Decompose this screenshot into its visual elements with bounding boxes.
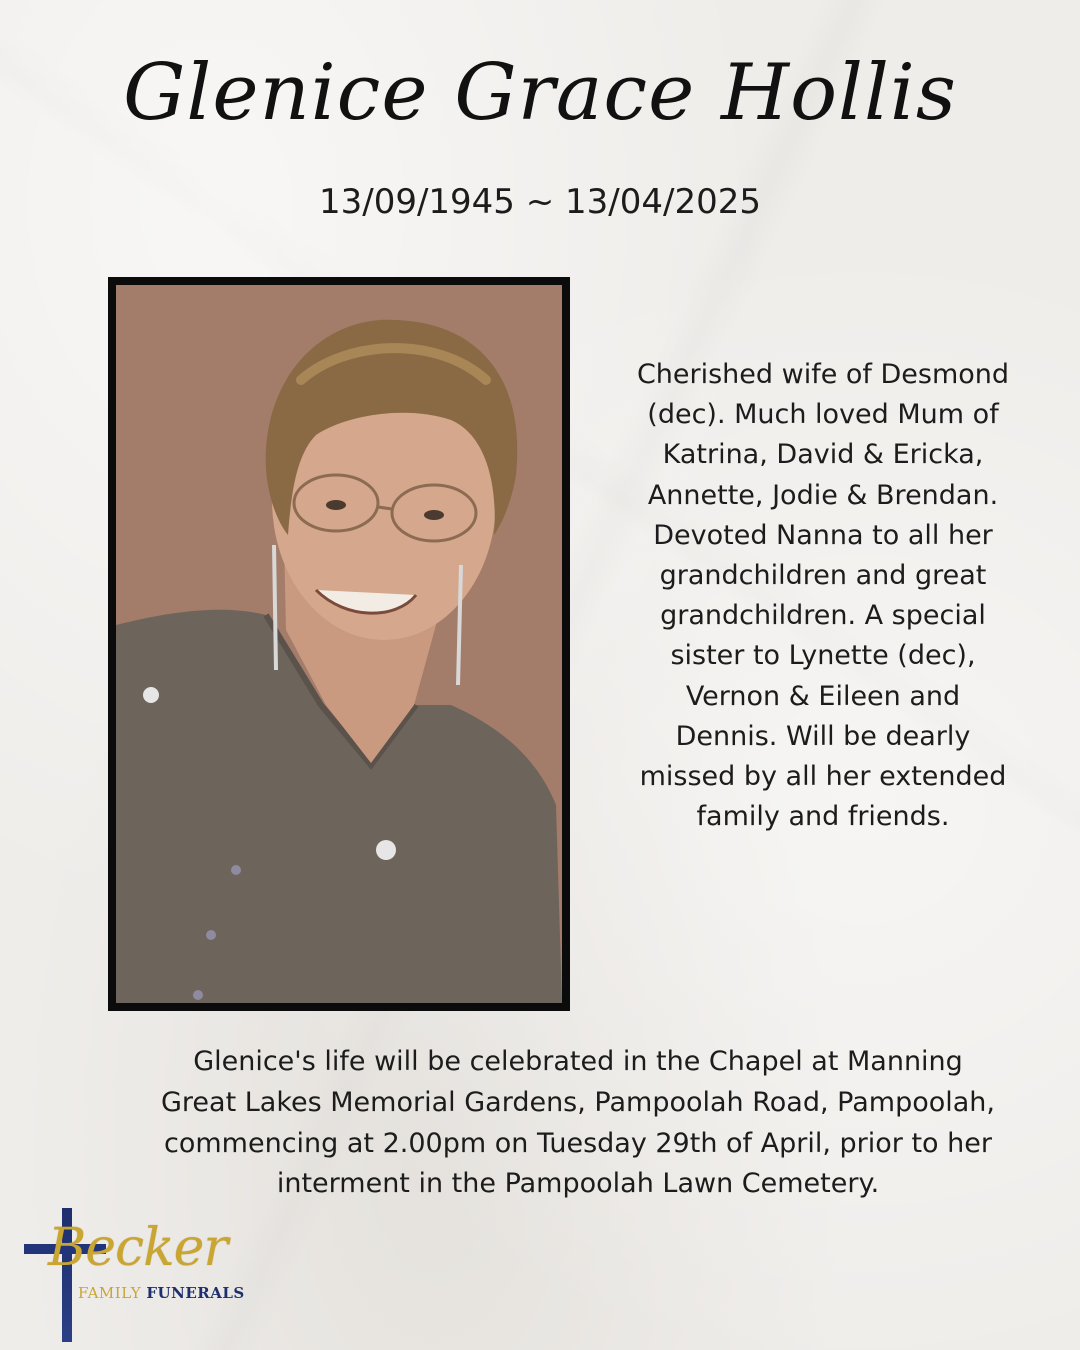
deceased-name: Glenice Grace Hollis [123, 48, 957, 138]
logo-brand-text: Becker [48, 1218, 228, 1278]
portrait-photo [108, 277, 570, 1011]
logo-sub-left: FAMILY [78, 1284, 142, 1302]
logo-sub-right: FUNERALS [146, 1284, 245, 1302]
becker-family-funerals-logo [22, 1208, 262, 1344]
portrait-illustration [116, 285, 562, 1003]
logo-subtitle [78, 1284, 245, 1302]
life-dates: 13/09/1945 ~ 13/04/2025 [318, 182, 762, 222]
biography-text: Cherished wife of Desmond (dec). Much loved Mum of Katrina, David & Ericka, Annette, Jodie & Brendan. Devoted Nanna to all her grandchildren and great grandchildren. A special sister to Lynette (dec), Vernon & Eileen and Dennis. Will be dearly missed by all her extended family and friends. [636, 359, 1010, 833]
service-details-text: Glenice's life will be celebrated in the Chapel at Manning Great Lakes Memorial Gardens, Pampoolah Road, Pampoolah, commencing at 2.00pm on Tuesday 29th of April, prior to her interment in the Pampoolah Lawn Cemetery. [160, 1046, 995, 1200]
